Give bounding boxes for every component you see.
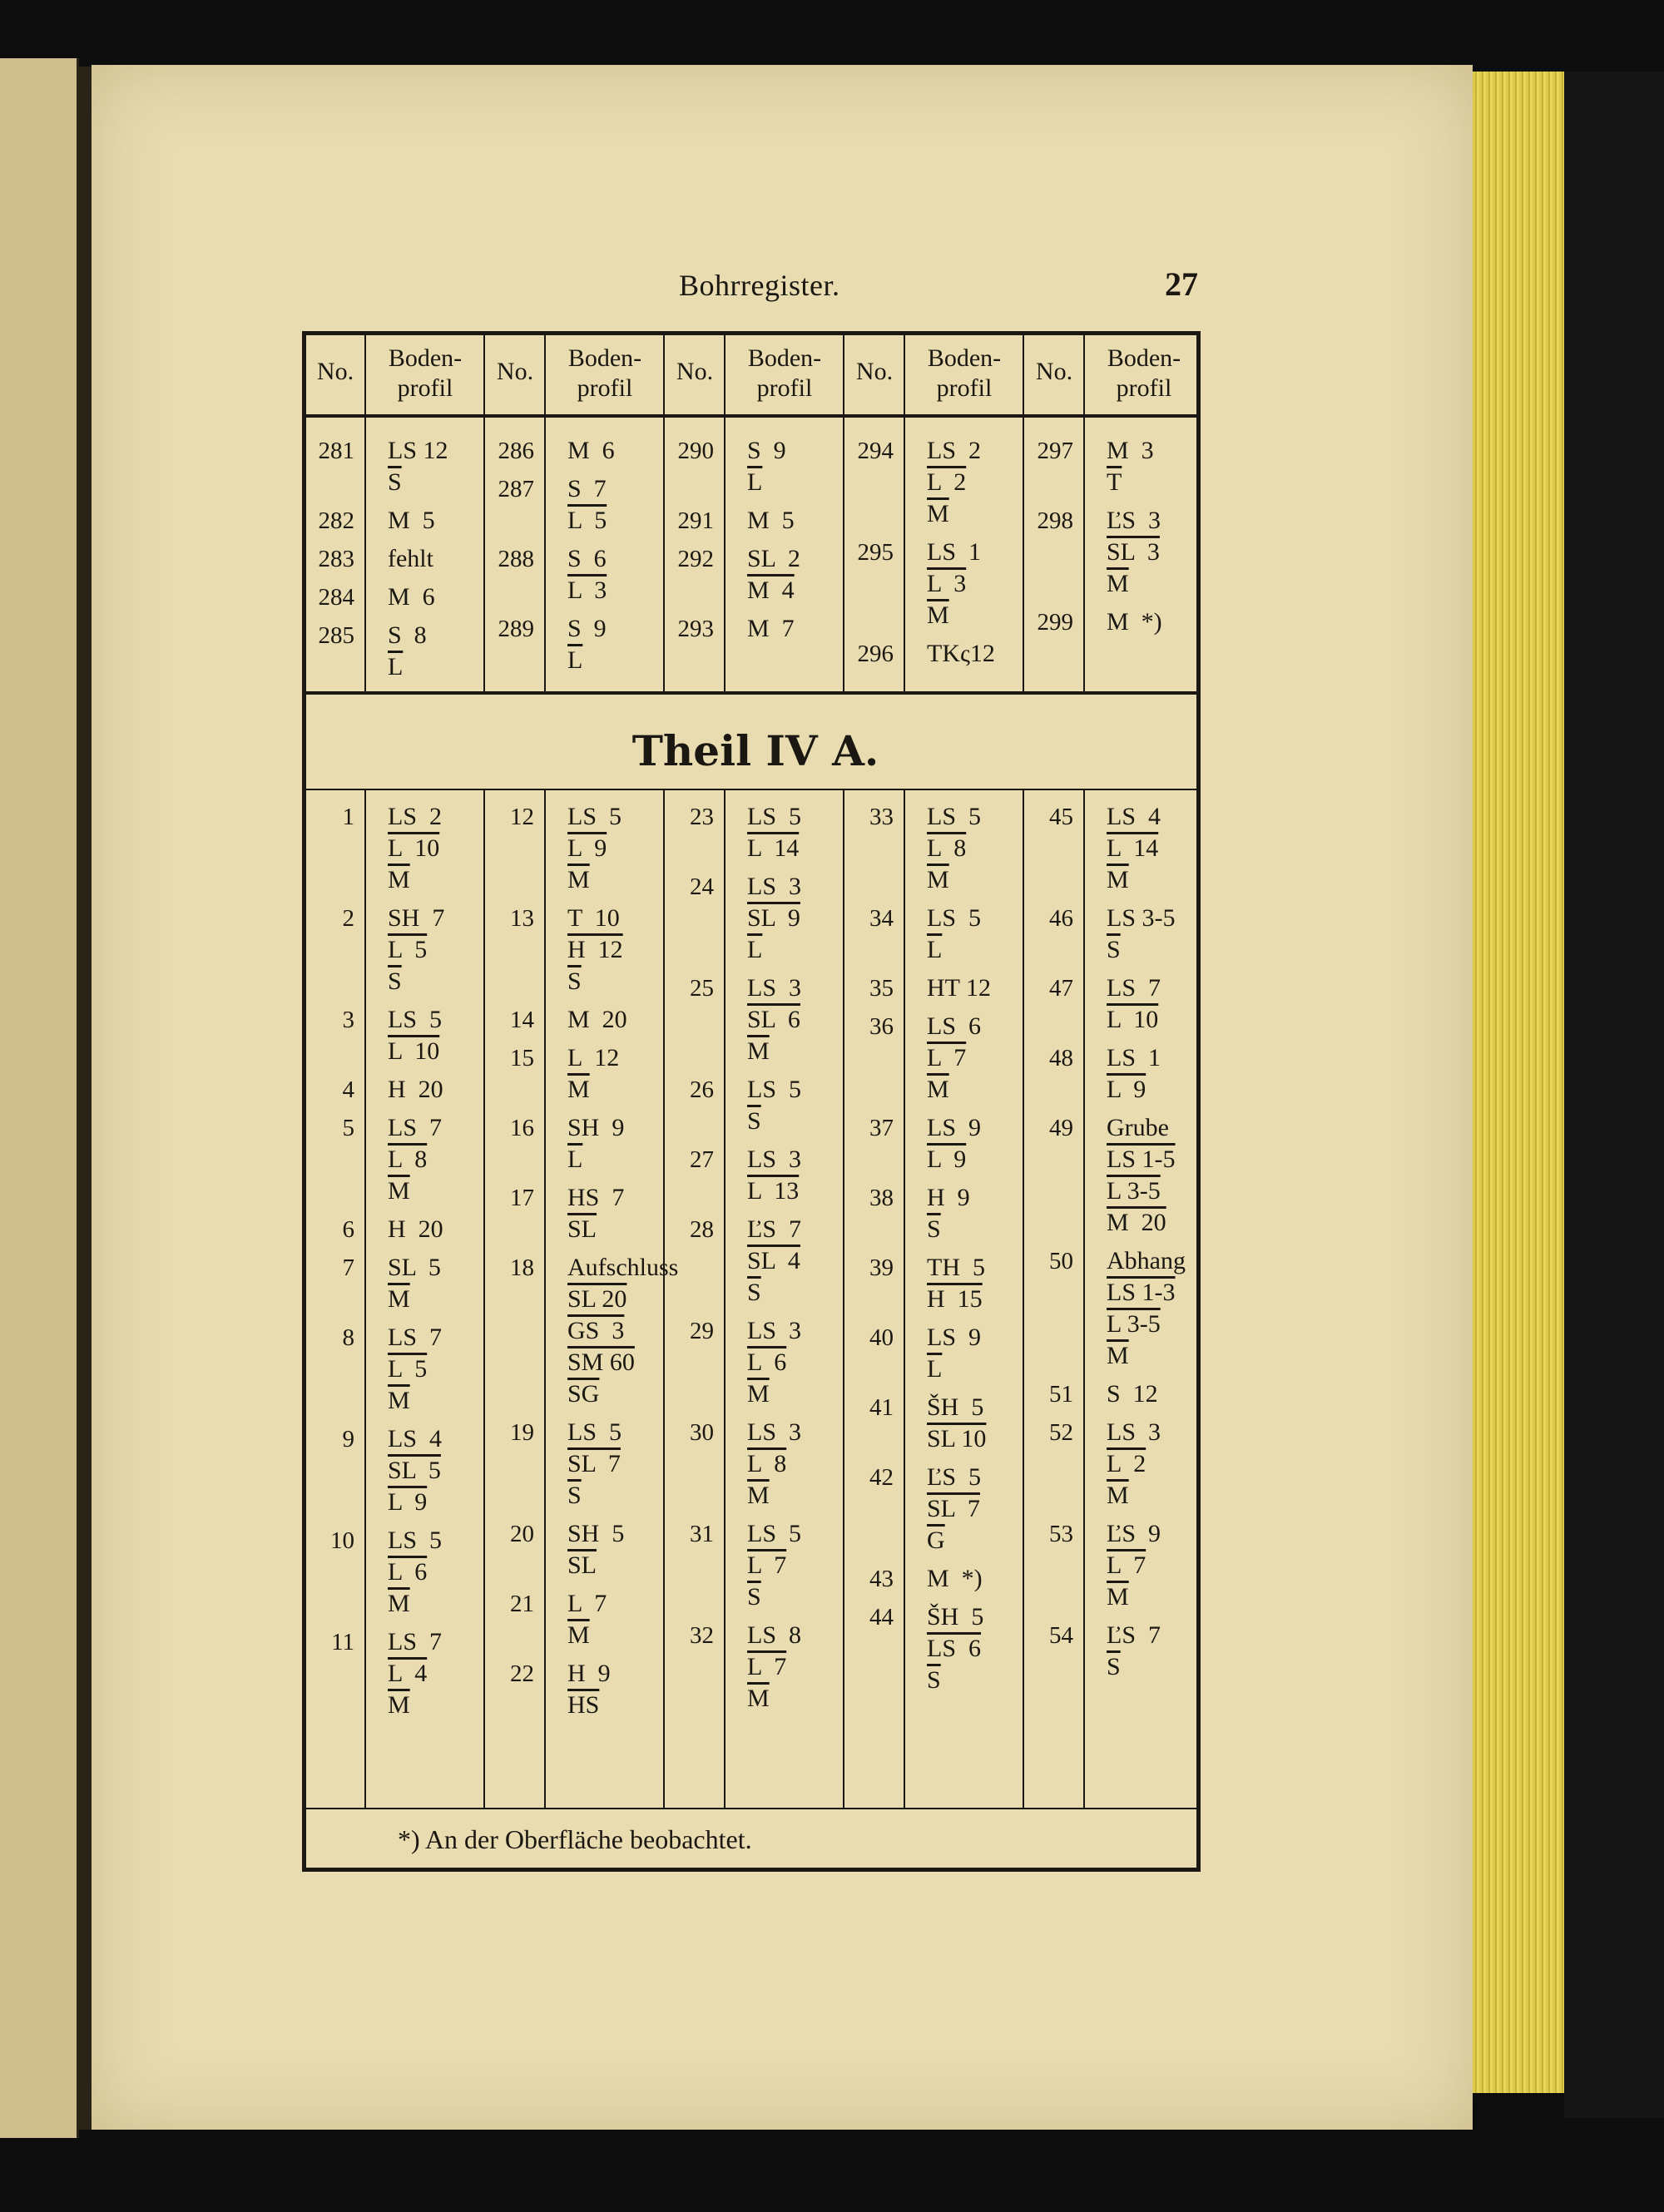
soil-profile-line: LS 7 bbox=[388, 1324, 443, 1351]
column-rule bbox=[364, 790, 366, 1808]
soil-profile-line: LS 5 bbox=[388, 1527, 443, 1554]
entry-number: 298 bbox=[1037, 507, 1073, 534]
soil-profile-line: $\overline{S}$ bbox=[567, 1482, 582, 1509]
entry-number: 52 bbox=[1049, 1419, 1073, 1446]
column-header-profile: profil bbox=[756, 374, 813, 402]
soil-profile-line: $\overline{L}$ bbox=[927, 1355, 943, 1383]
soil-profile-line: $\overline{M}$ bbox=[1107, 866, 1129, 893]
soil-profile-line: H 12 bbox=[567, 936, 623, 963]
soil-profile-line: LS 7 bbox=[388, 1628, 443, 1655]
column-header-profile: profil bbox=[397, 374, 453, 402]
soil-profile-line: $\overline{HS}$ bbox=[567, 1691, 600, 1719]
soil-profile-line: S 8 bbox=[388, 621, 427, 649]
soil-profile-line: SL 6 bbox=[747, 1006, 800, 1033]
soil-profile-line: S 12 bbox=[1107, 1380, 1158, 1408]
soil-profile-line: $\overline{M}$ bbox=[747, 1037, 770, 1065]
entry-number: 10 bbox=[330, 1527, 354, 1554]
soil-profile-line: $\overline{S}$ bbox=[747, 1279, 761, 1306]
soil-profile-line: LS 3 bbox=[747, 974, 802, 1002]
soil-profile-line: M 7 bbox=[747, 615, 795, 642]
soil-profile-line: L 5 bbox=[567, 507, 607, 534]
entry-number: 284 bbox=[318, 584, 354, 611]
column-header-profile: Boden- bbox=[1107, 344, 1181, 372]
entry-number: 1 bbox=[342, 804, 354, 830]
soil-profile-line: SL 3 bbox=[1107, 538, 1160, 566]
soil-profile-line: $\overline{M}$ bbox=[388, 1285, 410, 1313]
soil-profile-line: L 14 bbox=[1107, 834, 1159, 862]
entry-number: 23 bbox=[690, 804, 714, 830]
soil-profile-line: H 9 bbox=[567, 1660, 611, 1687]
soil-profile-line: $\overline{M}$ bbox=[388, 1590, 410, 1617]
soil-profile-line: L 7 bbox=[747, 1653, 787, 1680]
entry-number: 5 bbox=[342, 1115, 354, 1141]
entry-number: 28 bbox=[690, 1216, 714, 1243]
entry-number: 283 bbox=[318, 546, 354, 572]
soil-profile-line: H 15 bbox=[927, 1285, 983, 1313]
soil-profile-line: $\overline{M}$ bbox=[567, 1621, 590, 1649]
soil-profile-line: SL 5 bbox=[388, 1457, 441, 1484]
soil-profile-line: LS 8 bbox=[747, 1621, 802, 1649]
entry-number: 48 bbox=[1049, 1045, 1073, 1071]
entry-number: 293 bbox=[677, 616, 714, 642]
left-page-edge bbox=[0, 58, 79, 2138]
soil-profile-line: $\overline{M}$ bbox=[388, 1177, 410, 1205]
soil-profile-line: M *) bbox=[1107, 608, 1162, 636]
soil-profile-line: $\overline{SL}$ bbox=[567, 1215, 597, 1243]
column-rule bbox=[724, 790, 726, 1808]
running-header: Bohrregister. bbox=[679, 269, 840, 302]
page-number: 27 bbox=[1165, 265, 1198, 303]
soil-profile-line: $\overline{M}$ bbox=[1107, 570, 1129, 597]
soil-profile-line: LS 4 bbox=[388, 1425, 443, 1452]
column-header-no: No. bbox=[1035, 358, 1073, 385]
soil-profile-line: L 9 bbox=[388, 1488, 428, 1516]
entry-number: 297 bbox=[1037, 438, 1073, 464]
column-rule bbox=[904, 790, 905, 1808]
soil-profile-line: SL 2 bbox=[747, 545, 800, 572]
soil-profile-line: Grube bbox=[1107, 1114, 1169, 1141]
soil-profile-line: $\overline{M}$ bbox=[388, 1691, 410, 1719]
soil-profile-line: $\overline{SG}$ bbox=[567, 1380, 600, 1408]
soil-profile-line: LS 3 bbox=[747, 1146, 802, 1173]
soil-profile-line: ĽS 9 bbox=[1107, 1520, 1161, 1547]
entry-number: 36 bbox=[869, 1013, 894, 1040]
soil-profile-line: ĽS 3 bbox=[1107, 507, 1161, 534]
soil-profile-line: $\overline{M}$ bbox=[388, 866, 410, 893]
soil-profile-line: T 10 bbox=[567, 904, 620, 932]
entry-number: 50 bbox=[1049, 1248, 1073, 1274]
soil-profile-line: SL 7 bbox=[927, 1495, 980, 1522]
soil-profile-line: LS 3 bbox=[747, 1317, 802, 1344]
entry-number: 7 bbox=[342, 1254, 354, 1281]
soil-profile-line: LS 7 bbox=[1107, 974, 1161, 1002]
soil-profile-line: LS 9 bbox=[927, 1114, 982, 1141]
soil-profile-line: L 9 bbox=[1107, 1076, 1146, 1103]
soil-profile-line: H 20 bbox=[388, 1076, 443, 1103]
soil-profile-line: L 8 bbox=[388, 1146, 428, 1173]
entry-number: 11 bbox=[331, 1629, 354, 1655]
soil-profile-line: S 7 bbox=[567, 475, 607, 502]
soil-profile-line: L 6 bbox=[388, 1558, 428, 1586]
soil-profile-line: LS 6 bbox=[927, 1012, 982, 1040]
entry-number: 47 bbox=[1049, 975, 1073, 1002]
entry-number: 17 bbox=[510, 1185, 534, 1211]
column-header-profile: Boden- bbox=[927, 344, 1002, 372]
soil-profile-line: $\overline{S}$ bbox=[1107, 936, 1121, 963]
soil-profile-line: $\overline{M}$ bbox=[747, 1482, 770, 1509]
soil-profile-line: L 5 bbox=[388, 1355, 428, 1383]
entry-number: 299 bbox=[1037, 609, 1073, 636]
soil-profile-line: L 14 bbox=[747, 834, 800, 862]
entry-number: 21 bbox=[510, 1591, 534, 1617]
soil-profile-line: Aufschluss bbox=[567, 1254, 679, 1281]
soil-profile-line: M 5 bbox=[388, 507, 435, 534]
column-header-profile: profil bbox=[936, 374, 993, 402]
soil-profile-line: LS 1 bbox=[1107, 1044, 1161, 1071]
soil-profile-line: S 6 bbox=[567, 545, 607, 572]
entry-number: 45 bbox=[1049, 804, 1073, 830]
soil-profile-line: HS 7 bbox=[567, 1184, 625, 1211]
bore-register-table bbox=[302, 331, 1201, 1872]
soil-profile-line: M 6 bbox=[388, 583, 435, 611]
soil-profile-line: TKς12 bbox=[927, 640, 995, 667]
entry-number: 35 bbox=[869, 975, 894, 1002]
soil-profile-line: L 3-5 bbox=[1107, 1177, 1161, 1205]
entry-number: 22 bbox=[510, 1660, 534, 1687]
column-header-profile: profil bbox=[1116, 374, 1172, 402]
soil-profile-line: LS 5 bbox=[567, 1418, 622, 1446]
soil-profile-line: L 7 bbox=[747, 1551, 787, 1579]
soil-profile-line: L 7 bbox=[927, 1044, 967, 1071]
soil-profile-line: L 9 bbox=[567, 834, 607, 862]
book-cover bbox=[1564, 72, 1664, 2118]
entry-number: 289 bbox=[498, 616, 534, 642]
entry-number: 26 bbox=[690, 1076, 714, 1103]
soil-profile-line: SH 5 bbox=[567, 1520, 625, 1547]
soil-profile-line: L 10 bbox=[1107, 1006, 1159, 1033]
soil-profile-line: ŠH 5 bbox=[927, 1603, 984, 1631]
soil-profile-line: $\overline{S}$ bbox=[388, 967, 402, 995]
entry-number: 42 bbox=[869, 1464, 894, 1491]
entry-number: 294 bbox=[857, 438, 894, 464]
entry-number: 41 bbox=[869, 1394, 894, 1421]
column-header-profile: Boden- bbox=[388, 344, 463, 372]
entry-number: 33 bbox=[869, 804, 894, 830]
soil-profile-line: H 20 bbox=[388, 1215, 443, 1243]
entry-number: 31 bbox=[690, 1521, 714, 1547]
soil-profile-line: M 4 bbox=[747, 577, 795, 604]
soil-profile-line: $\overline{M}$ bbox=[388, 1387, 410, 1414]
soil-profile-line: L 10 bbox=[388, 834, 440, 862]
column-header-no: No. bbox=[316, 358, 354, 385]
column-rule bbox=[663, 790, 665, 1808]
footnote: *) An der Oberfläche beobachtet. bbox=[398, 1824, 752, 1854]
soil-profile-line: SL 20 bbox=[567, 1285, 627, 1313]
soil-profile-line: S 9 bbox=[567, 615, 607, 642]
entry-number: 8 bbox=[342, 1324, 354, 1351]
entry-number: 37 bbox=[869, 1115, 894, 1141]
entry-number: 53 bbox=[1049, 1521, 1073, 1547]
entry-number: 285 bbox=[318, 622, 354, 649]
soil-profile-line: TH 5 bbox=[927, 1254, 985, 1281]
entry-number: 290 bbox=[677, 438, 714, 464]
entry-number: 3 bbox=[342, 1007, 354, 1033]
soil-profile-line: $\overline{S}$ bbox=[567, 967, 582, 995]
soil-profile-line: $\overline{S}$ bbox=[927, 1666, 941, 1694]
soil-profile-line: SH 7 bbox=[388, 904, 445, 932]
soil-profile-line: LS 3 bbox=[1107, 1418, 1161, 1446]
soil-profile-line: HT 12 bbox=[927, 974, 991, 1002]
soil-profile-line: SL 9 bbox=[747, 904, 800, 932]
soil-profile-line: $\overline{L}$ bbox=[567, 646, 583, 674]
entry-number: 40 bbox=[869, 1324, 894, 1351]
column-header-profile: Boden- bbox=[567, 344, 642, 372]
entry-number: 27 bbox=[690, 1146, 714, 1173]
soil-profile-line: LS 4 bbox=[1107, 803, 1161, 830]
soil-profile-line: LS 1-5 bbox=[1107, 1146, 1176, 1173]
soil-profile-line: L 9 bbox=[927, 1146, 967, 1173]
footnote-rule bbox=[306, 1808, 1196, 1809]
soil-profile-line: L 12 bbox=[567, 1044, 620, 1071]
soil-profile-line: Abhang bbox=[1107, 1247, 1186, 1274]
soil-profile-line: L 7 bbox=[1107, 1551, 1146, 1579]
entry-number: 54 bbox=[1049, 1622, 1073, 1649]
entry-number: 6 bbox=[342, 1216, 354, 1243]
soil-profile-line: $\overline{L}$ bbox=[747, 936, 763, 963]
soil-profile-line: L 8 bbox=[747, 1450, 787, 1477]
entry-number: 49 bbox=[1049, 1115, 1073, 1141]
soil-profile-line: LS 5 bbox=[747, 803, 802, 830]
soil-profile-line: L 2 bbox=[927, 468, 967, 496]
soil-profile-line: ĽS 5 bbox=[927, 1463, 982, 1491]
soil-profile-line: L 3 bbox=[927, 570, 967, 597]
soil-profile-line: M 5 bbox=[747, 507, 795, 534]
soil-profile-line: $\overline{SL}$ bbox=[567, 1551, 597, 1579]
entry-number: 51 bbox=[1049, 1381, 1073, 1408]
soil-profile-line: H 9 bbox=[927, 1184, 970, 1211]
soil-profile-line: $\overline{M}$ bbox=[1107, 1583, 1129, 1611]
entry-number: 13 bbox=[510, 905, 534, 932]
soil-profile-line: SL 7 bbox=[567, 1450, 621, 1477]
soil-profile-line: LS 5 bbox=[388, 1006, 443, 1033]
page-stack-edge bbox=[1473, 72, 1564, 2093]
soil-profile-line: $\overline{S}$ bbox=[927, 1215, 941, 1243]
soil-profile-line: L 2 bbox=[1107, 1450, 1146, 1477]
column-header-no: No. bbox=[676, 358, 714, 385]
soil-profile-line: LS 3 bbox=[747, 1418, 802, 1446]
column-header-profile: profil bbox=[577, 374, 633, 402]
soil-profile-line: $\overline{S}$ bbox=[388, 468, 402, 496]
soil-profile-line: $\overline{T}$ bbox=[1107, 468, 1122, 496]
soil-profile-line: GS 3 bbox=[567, 1317, 625, 1344]
soil-profile-line: $\overline{M}$ bbox=[927, 1076, 949, 1103]
soil-profile-line: LS 2 bbox=[927, 437, 982, 464]
soil-profile-line: $\overline{M}$ bbox=[1107, 1482, 1129, 1509]
soil-profile-line: L 8 bbox=[927, 834, 967, 862]
soil-profile-line: M 3 bbox=[1107, 437, 1154, 464]
soil-profile-line: $\overline{S}$ bbox=[1107, 1653, 1121, 1680]
column-header-no: No. bbox=[496, 358, 534, 385]
column-rule bbox=[1023, 790, 1024, 1808]
soil-profile-line: $\overline{L}$ bbox=[927, 936, 943, 963]
soil-profile-line: LS 6 bbox=[927, 1635, 982, 1662]
top-section-rule bbox=[306, 691, 1196, 695]
soil-profile-line: LS 5 bbox=[747, 1520, 802, 1547]
entry-number: 34 bbox=[869, 905, 894, 932]
soil-profile-line: LS 1-3 bbox=[1107, 1279, 1176, 1306]
soil-profile-line: SH 9 bbox=[567, 1114, 625, 1141]
entry-number: 16 bbox=[510, 1115, 534, 1141]
soil-profile-line: $\overline{L}$ bbox=[388, 653, 404, 680]
entry-number: 286 bbox=[498, 438, 534, 464]
soil-profile-line: L 6 bbox=[747, 1348, 787, 1376]
entry-number: 4 bbox=[342, 1076, 354, 1103]
soil-profile-line: M 20 bbox=[567, 1006, 627, 1033]
soil-profile-line: SM 60 bbox=[567, 1348, 635, 1376]
entry-number: 29 bbox=[690, 1318, 714, 1344]
entry-number: 288 bbox=[498, 546, 534, 572]
soil-profile-line: LS 5 bbox=[927, 803, 982, 830]
entry-number: 25 bbox=[690, 975, 714, 1002]
soil-profile-line: $\overline{M}$ bbox=[747, 1685, 770, 1712]
soil-profile-line: $\overline{M}$ bbox=[747, 1380, 770, 1408]
soil-profile-line: LS 3-5 bbox=[1107, 904, 1176, 932]
soil-profile-line: $\overline{M}$ bbox=[567, 1076, 590, 1103]
entry-number: 30 bbox=[690, 1419, 714, 1446]
column-rule bbox=[1083, 790, 1085, 1808]
column-rule bbox=[483, 790, 485, 1808]
entry-number: 12 bbox=[510, 804, 534, 830]
header-rule bbox=[306, 414, 1196, 418]
soil-profile-line: L 3 bbox=[567, 577, 607, 604]
soil-profile-line: L 5 bbox=[388, 936, 428, 963]
column-rule bbox=[544, 790, 546, 1808]
soil-profile-line: $\overline{M}$ bbox=[567, 866, 590, 893]
soil-profile-line: $\overline{M}$ bbox=[927, 500, 949, 527]
soil-profile-line: $\overline{M}$ bbox=[1107, 1342, 1129, 1369]
entry-number: 20 bbox=[510, 1521, 534, 1547]
soil-profile-line: ĽS 7 bbox=[747, 1215, 802, 1243]
section-title: Theil IV A. bbox=[631, 726, 879, 775]
entry-number: 281 bbox=[318, 438, 354, 464]
soil-profile-line: L 3-5 bbox=[1107, 1310, 1161, 1338]
soil-profile-line: $\overline{L}$ bbox=[567, 1146, 583, 1173]
column-rule bbox=[843, 790, 844, 1808]
soil-profile-line: L 7 bbox=[567, 1590, 607, 1617]
soil-profile-line: SL 5 bbox=[388, 1254, 441, 1281]
soil-profile-line: $\overline{M}$ bbox=[927, 601, 949, 629]
soil-profile-line: M *) bbox=[927, 1565, 983, 1592]
entry-number: 19 bbox=[510, 1419, 534, 1446]
soil-profile-line: LS 5 bbox=[747, 1076, 802, 1103]
entry-number: 291 bbox=[677, 507, 714, 534]
soil-profile-line: ĽS 7 bbox=[1107, 1621, 1161, 1649]
soil-profile-line: S 9 bbox=[747, 437, 786, 464]
soil-profile-line: M 6 bbox=[567, 437, 615, 464]
soil-profile-line: M 20 bbox=[1107, 1209, 1166, 1236]
soil-profile-line: $\overline{G}$ bbox=[927, 1527, 945, 1554]
entry-number: 32 bbox=[690, 1622, 714, 1649]
soil-profile-line: SL 10 bbox=[927, 1425, 987, 1452]
soil-profile-line: $\overline{S}$ bbox=[747, 1107, 761, 1135]
soil-profile-line: LS 5 bbox=[567, 803, 622, 830]
soil-profile-line: LS 12 bbox=[388, 437, 448, 464]
entry-number: 39 bbox=[869, 1254, 894, 1281]
entry-number: 2 bbox=[342, 905, 354, 932]
entry-number: 14 bbox=[510, 1007, 534, 1033]
soil-profile-line: fehlt bbox=[388, 545, 433, 572]
soil-profile-line: LS 1 bbox=[927, 538, 982, 566]
entry-number: 282 bbox=[318, 507, 354, 534]
soil-profile-line: SL 4 bbox=[747, 1247, 800, 1274]
soil-profile-line: LS 5 bbox=[927, 904, 982, 932]
entry-number: 9 bbox=[342, 1426, 354, 1452]
entry-number: 18 bbox=[510, 1254, 534, 1281]
section-title-rule bbox=[306, 789, 1196, 790]
soil-profile-line: $\overline{M}$ bbox=[927, 866, 949, 893]
soil-profile-line: L 4 bbox=[388, 1660, 428, 1687]
soil-profile-line: LS 3 bbox=[747, 873, 802, 900]
soil-profile-line: LS 9 bbox=[927, 1324, 982, 1351]
entry-number: 38 bbox=[869, 1185, 894, 1211]
entry-number: 44 bbox=[869, 1604, 894, 1631]
entry-number: 15 bbox=[510, 1045, 534, 1071]
soil-profile-line: $\overline{L}$ bbox=[747, 468, 763, 496]
soil-profile-line: $\overline{S}$ bbox=[747, 1583, 761, 1611]
soil-profile-line: LS 7 bbox=[388, 1114, 443, 1141]
soil-profile-line: L 10 bbox=[388, 1037, 440, 1065]
entry-number: 295 bbox=[857, 539, 894, 566]
entry-number: 292 bbox=[677, 546, 714, 572]
entry-number: 46 bbox=[1049, 905, 1073, 932]
column-header-no: No. bbox=[855, 358, 894, 385]
entry-number: 24 bbox=[690, 873, 714, 900]
soil-profile-line: L 13 bbox=[747, 1177, 800, 1205]
soil-profile-line: LS 2 bbox=[388, 803, 443, 830]
entry-number: 296 bbox=[857, 641, 894, 667]
entry-number: 43 bbox=[869, 1566, 894, 1592]
entry-number: 287 bbox=[498, 476, 534, 502]
soil-profile-line: ŠH 5 bbox=[927, 1393, 984, 1421]
column-header-profile: Boden- bbox=[747, 344, 822, 372]
